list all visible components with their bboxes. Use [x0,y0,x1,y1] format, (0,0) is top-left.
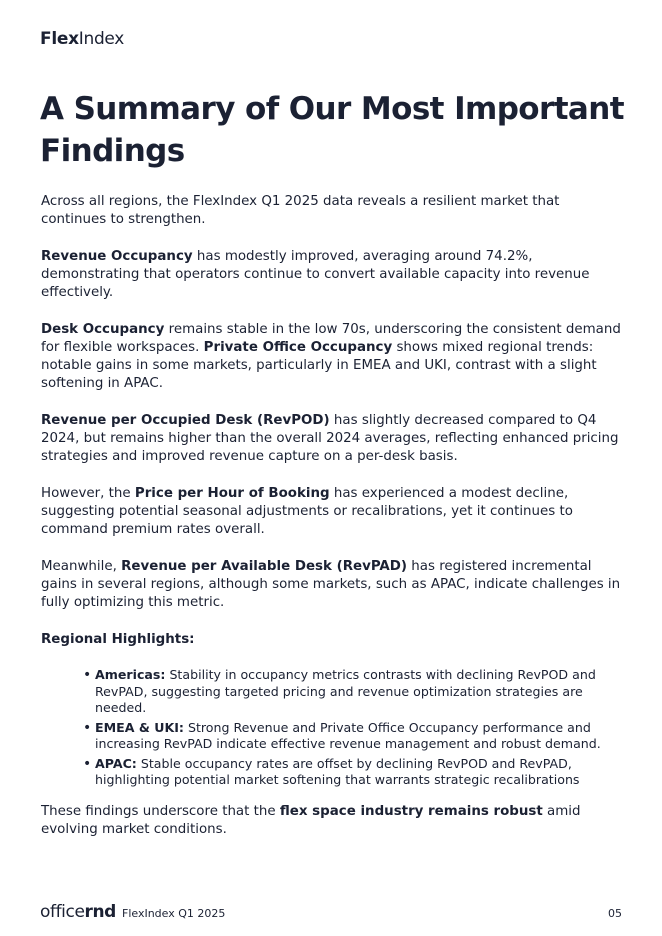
private-office-term: Private Office Occupancy [203,340,393,355]
findings-body [41,193,626,858]
brand-regular-part: office [40,902,85,922]
bullet-icon: • [83,719,92,736]
revpod-term: Revenue per Occupied Desk (RevPOD) [41,413,330,428]
price-per-hour-term: Price per Hour of Booking [134,486,330,501]
list-item [83,667,626,717]
regional-highlights-heading: Regional Highlights: [41,632,195,647]
desk-occupancy-term: Desk Occupancy [41,322,165,337]
desk-occupancy-text: remains stable in the low 70s, underscoring the consistent demand for flexible workspaces. [41,322,621,355]
conclusion-term: flex space industry remains robust [279,803,543,819]
list-item [83,755,626,789]
logo-regular-part: Index [78,29,125,49]
region-text: Strong Revenue and Private Office Occupancy performance and increasing RevPAD indicate effective revenue management and robust demand. [95,719,601,751]
region-label: APAC: [95,755,137,771]
desk-occupancy-paragraph [41,321,626,393]
conclusion-paragraph [41,803,626,839]
page-footer [40,902,622,924]
revpad-text: has registered incremental gains in several regions, although some markets, such as APAC, indicate challenges in fully optimizing this metric. [41,559,621,610]
price-per-hour-pre: However, the [41,486,135,501]
revenue-occupancy-term: Revenue Occupancy [41,249,193,264]
region-label: Americas: [95,667,166,682]
price-per-hour-text: has experienced a modest decline, suggesting potential seasonal adjustments or recalibrations, yet it continues to command premium rates overall. [41,486,573,537]
revenue-occupancy-paragraph [41,248,626,302]
officernd-logo [40,902,116,922]
price-per-hour-paragraph [41,485,626,539]
revenue-occupancy-text: has modestly improved, averaging around 74.2%, demonstrating that operators continue to convert available capacity into revenue effectively. [41,249,590,300]
revpod-paragraph [41,412,626,466]
revpod-text: has slightly decreased compared to Q4 2024, but remains higher than the overall 2024 averages, reflecting enhanced pricing strategies and improved revenue capture on a per-desk basis. [41,413,619,464]
revpad-paragraph [41,558,626,612]
page-title: A Summary of Our Most Important Findings [40,91,624,169]
region-text: Stability in occupancy metrics contrasts with declining RevPOD and RevPAD, suggesting targeted pricing and revenue optimization strategies are needed. [95,667,596,715]
bullet-icon: • [83,755,92,772]
flexindex-logo [40,29,124,49]
region-text: Stable occupancy rates are offset by declining RevPOD and RevPAD, highlighting potential market softening that warrants strategic recalibrations [95,755,580,787]
conclusion-text: amid evolving market conditions. [41,803,581,837]
regional-highlights-list [41,667,626,789]
page-number: 05 [608,907,622,920]
report-name: FlexIndex Q1 2025 [122,907,226,920]
revpad-term: Revenue per Available Desk (RevPAD) [121,559,408,574]
private-office-text: shows mixed regional trends: notable gains in some markets, particularly in EMEA and UKI, contrast with a slight softening in APAC. [41,340,597,391]
logo-bold-part: Flex [40,29,79,49]
region-label: EMEA & UKI: [95,719,184,735]
intro-paragraph: Across all regions, the FlexIndex Q1 2025 data reveals a resilient market that continues to strengthen. [41,194,560,227]
revpad-pre: Meanwhile, [41,559,122,574]
bullet-icon: • [83,667,92,683]
list-item [83,719,626,753]
brand-bold-part: rnd [84,902,116,922]
conclusion-pre: These findings underscore that the [41,803,280,819]
